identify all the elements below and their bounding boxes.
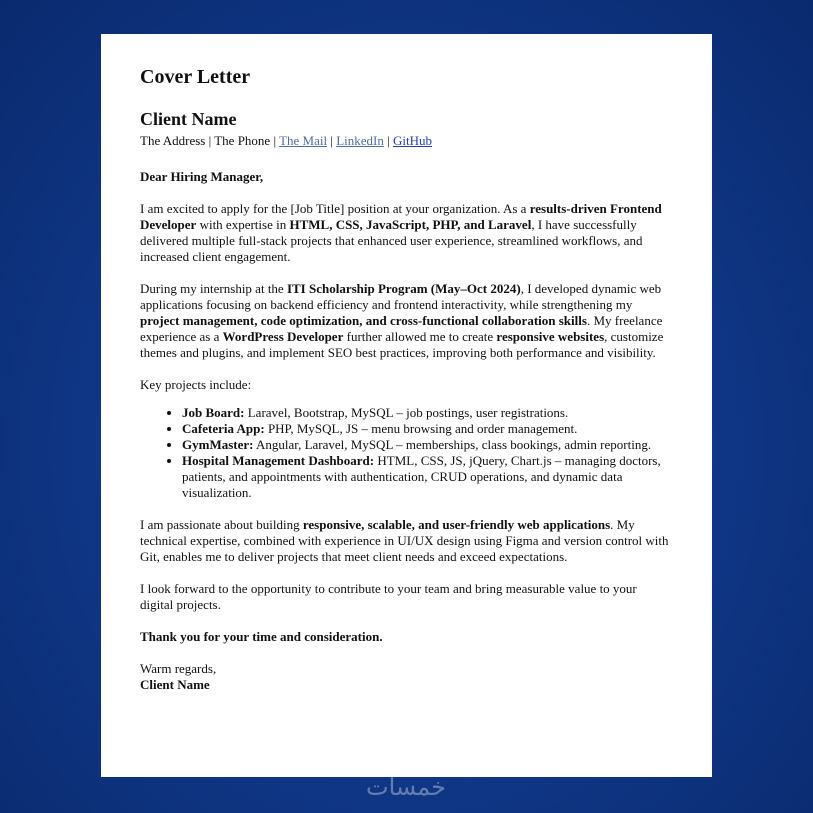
watermark-logo: خمسات — [365, 773, 447, 801]
contact-phone: The Phone — [214, 133, 271, 148]
bold-text: responsive, scalable, and user-friendly web applications — [302, 517, 611, 532]
bold-text: WordPress Developer — [222, 329, 344, 344]
projects-list — [140, 405, 672, 501]
mail-link[interactable]: The Mail — [279, 133, 328, 148]
project-name: Hospital Management Dashboard: — [182, 453, 375, 468]
separator: | — [327, 133, 337, 148]
bold-text: responsive websites — [496, 329, 605, 344]
paragraph-closing: I look forward to the opportunity to contribute to your team and bring measurable value to your digital projects. — [140, 581, 637, 612]
list-item — [182, 421, 672, 437]
paragraph-passion — [140, 517, 672, 565]
project-desc: Laravel, Bootstrap, MySQL – job postings, user registrations. — [244, 405, 569, 420]
paragraph-intro — [140, 201, 672, 265]
text: . My technical expertise, combined with experience in UI/UX design using Figma and version control with Git, enables me to deliver projects that meet client needs and exceed expectations. — [140, 517, 669, 564]
contact-address: The Address — [140, 133, 206, 148]
project-name: GymMaster: — [182, 437, 254, 452]
paragraph-experience — [140, 281, 672, 361]
bold-text: HTML, CSS, JavaScript, PHP, and Laravel — [289, 217, 532, 232]
project-name: Job Board: — [182, 405, 245, 420]
bold-text: results-driven Frontend Developer — [140, 201, 662, 232]
list-item — [182, 437, 672, 453]
project-desc: Angular, Laravel, MySQL – memberships, class bookings, admin reporting. — [253, 437, 652, 452]
text: further allowed me to create — [343, 329, 497, 344]
separator: | — [383, 133, 393, 148]
text: . My freelance experience as a — [140, 313, 663, 344]
bold-text: project management, code optimization, and cross-functional collaboration skills — [140, 313, 587, 328]
list-item — [182, 405, 672, 421]
text: , customize themes and plugins, and implement SEO best practices, improving both performance and visibility. — [140, 329, 664, 360]
list-item — [182, 453, 672, 501]
separator: | — [205, 133, 215, 148]
greeting: Dear Hiring Manager, — [140, 169, 264, 184]
project-desc: HTML, CSS, JS, jQuery, Chart.js – managing doctors, patients, and appointments with authentication, CRUD operations, and dynamic data visualization. — [182, 453, 661, 500]
text: , I developed dynamic web applications focusing on backend efficiency and frontend interactivity, while strengthening my — [140, 281, 662, 312]
document-page — [101, 34, 712, 777]
document-title: Cover Letter — [140, 66, 251, 88]
text: During my internship at the — [140, 281, 287, 296]
linkedin-link[interactable]: LinkedIn — [336, 133, 384, 148]
text: , I have successfully delivered multiple full-stack projects that enhanced user experience, streamlined workflows, and increased client engagement. — [140, 217, 643, 264]
signature-name: Client Name — [140, 677, 210, 692]
github-link[interactable]: GitHub — [392, 133, 432, 148]
thank-you-line: Thank you for your time and consideration. — [140, 629, 383, 644]
text: I am excited to apply for the [Job Title] position at your organization. As a — [140, 201, 530, 216]
project-desc: PHP, MySQL, JS – menu browsing and order management. — [264, 421, 578, 436]
closing-salutation: Warm regards, — [140, 661, 217, 676]
projects-intro: Key projects include: — [140, 377, 252, 392]
bold-text: ITI Scholarship Program (May–Oct 2024) — [286, 281, 521, 296]
client-name-heading: Client Name — [140, 109, 237, 129]
contact-line — [140, 132, 672, 150]
text: I am passionate about building — [140, 517, 303, 532]
project-name: Cafeteria App: — [182, 421, 265, 436]
separator: | — [270, 133, 280, 148]
text: with expertise in — [196, 217, 290, 232]
